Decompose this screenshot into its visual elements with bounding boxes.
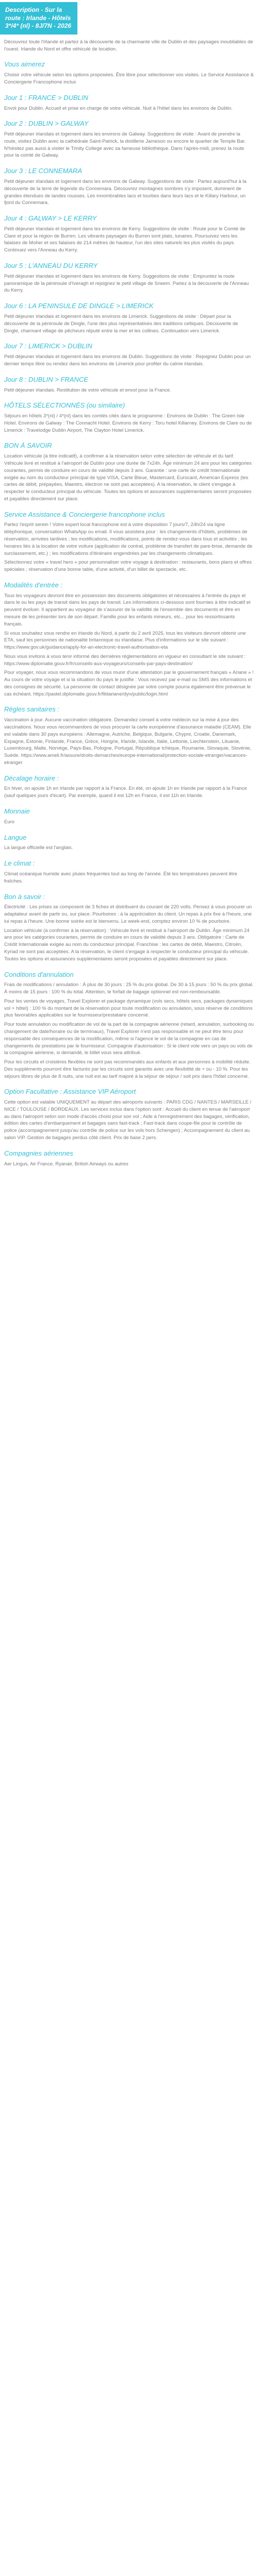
day5-title: Jour 5 : L'ANNEAU DU KERRY xyxy=(4,262,98,270)
page xyxy=(0,0,258,1182)
day7-text: Petit déjeuner irlandais et logement dans les environs de Dublin. Suggestions de visite : Rejoignez Dublin pour un dernier temps libre ou rendez dans les environs de Limerick pour profiter du calme irlandais. xyxy=(4,354,251,367)
modalites-text: Tous les voyageurs devront être en possession des documents obligatoires et nécessaires à l'entrée du pays et dans le ou les pays de transit dans les pays de transit. Les informations ci-dessous sont fournies à titre indicatif et peuvent évoluer. Il appartient au voyageur de s'assurer de la validité de l'ensemble des documents et être en mesure de les présenter lors de son départ. Famille pour les enfants mineurs, etc... pour les ressortissants français. xyxy=(4,592,251,627)
conditions-text: Frais de modifications / annulation : À plus de 30 jours : 25 % du prix global. De 30 à 15 jours : 50 % du prix global. À moins de 15 jours : 100 % du total. Attention, le forfait de bagage optionnel est non-remboursable. xyxy=(4,982,254,995)
bon-a-savoir2-title: Bon à savoir : xyxy=(4,892,45,901)
bon-a-savoir2-location-text: Location véhicule (à confirmer à la réservation) : Véhicule livré et restitué à l'aéroport de Dublin. Âge minimum 24 ans pour les catégories courantes, permis de conduire en cours de validité depuis 3 ans. Obligatoire : Carte de Crédit Internationale exigée au nom du conducteur principal. Franchise : les cartes de débit, Maestro, Citroën, Kyriad ne sont pas acceptées. A la réservation, le client s'engage à respecter le conducteur principal du véhicule. Toutes les options et assurances supplémentaires seront proposées et payables directement sur place. xyxy=(4,927,250,962)
day4-text: Petit déjeuner irlandais et logement dans les environs de Kerry. Suggestions de visite : Route pour le Comté de Clare et pour la région de Burren. Les vibrants paysages du Burren sont plats, lunaires. Poursuivez vers les falaises de Moher et ses falaises de 214 mètres de hauteur, l'un des sites naturels les plus visités du pays. Continuez vers l'Anneau du Kerry. xyxy=(4,226,246,253)
day7-title: Jour 7 : LIMERICK > DUBLIN xyxy=(4,342,92,350)
day3-title: Jour 3 : LE CONNEMARA xyxy=(4,167,82,175)
content xyxy=(0,39,258,1168)
monnaie-title: Monnaie xyxy=(4,807,30,815)
day2-title: Jour 2 : DUBLIN > GALWAY xyxy=(4,120,89,128)
day6-text: Petit déjeuner irlandais et logement dans les environs de Limerick. Suggestions de visite : Départ pour la découverte de la péninsule de Dingle, l'une des plus représentatives des traditions celtiques. Découverte de Dingle, charmant village de pêcheurs réputé entre la mer et les collines. Continuation vers Limerick. xyxy=(4,314,238,334)
hotels-title: HÔTELS SÉLECTIONNÉS (ou similaire) xyxy=(4,401,125,410)
conditions-text-4: Pour les circuits et croisières flexibles ne sont pas recommandés aux enfants et aux personnes à mobilité réduite. Des suppléments pourront être facturés par les circuits sont garantis avec une flexibilité de + ou - 10 %. Pour les séjours libres de plus de 8 nuits, une nuit est au tarif majoré à la séjour de séjour / soit prix dans l'hôtel concerné. xyxy=(4,1059,251,1079)
vous-aimerez-title: Vous aimerez xyxy=(4,60,45,69)
climat-text: Climat océanique humide avec pluies fréquentes tout au long de l'année. Été les températures peuvent être fraîches. xyxy=(4,871,237,884)
bon-a-savoir-text: Location véhicule (à titre indicatif), à confirmer à la réservation selon votre sélection de véhicule et du tarif. Véhicule livré et restitué à l'aéroport de Dublin pour une durée de 7x24h. Âge minimum 24 ans pour les catégories courantes, permis de conduire en cours de validité depuis 3 ans. Garantie : une carte de crédit Internationale exigée au nom du conducteur principal de type VISA, Carte Bleue, Mastercard, Eurocard, American Express (les cartes de débit, prépayées, Maestro, électron ne sont pas acceptées). A la réservation, le client s'engage à respecter le conducteur principal du véhicule. Toutes les options et assurances supplémentaires seront proposées et payables directement sur place. xyxy=(4,453,252,502)
modalites-ariane-text: Pour voyager, nous vous recommandons de vous munir d'une attestation par le gouvernement français « Ariane » ! Au cours de votre voyage et si la situation du pays le justifie : Vous recevez par e-mail ou SMS des informations et des consignes de sécurité. La personne de contact désignée par votre compte pourra également être prévenue le cas échéant. https://pastel.diplomatie.gouv.fr/fildariane/dyn/public/login.html xyxy=(4,670,254,697)
bon-a-savoir2-text: Électricité : Les prises se composent de 3 fiches et distribuent du courant de 220 volts. Pensez à vous procurer un adaptateur avant de partir ou, sur place. Pourboires : à la appréciation du client. Un repas à prix fixe à l'heure, une lui repas à l'heure. Une bonne soirée est le bienvenu. Le week-end, comptez environ 10 % de pourboire. xyxy=(4,904,252,924)
day6-title: Jour 6 : LA PENINSULE DE DINGLE > LIMERICK xyxy=(4,302,154,310)
conditions-text-2: Pour les ventes de voyages, Travel Explorer et package dynamique (vols secs, hôtels secs, packages dynamiques vol + hôtel) : 100 % du montant de la réservation pour toute modification ou annulation, sous réserve de conditions plus favorables applicables sur le fournisseur/prestataire concerné. xyxy=(4,998,253,1019)
day3-text: Petit déjeuner irlandais et logement dans les environs de Galway. Suggestions de visite : Partez aujourd'hui à la découverte de la terre de légende du Connemara. Découvrez montagnes sombres s'y imposent, dominent de grandes étendues de landes rousses. Les innombrables lacs et tourbes dans leurs lacs et le Killary Harbour, un fjord du Connemara. xyxy=(4,179,247,206)
day1-text: Envol pour Dublin. Accueil et prise en charge de votre véhicule. Nuit à l'hôtel dans les environs de Dublin. xyxy=(4,105,233,111)
decalage-title: Décalage horaire : xyxy=(4,774,59,782)
service-assistance-title: Service Assistance & Conciergerie francophone inclus xyxy=(4,510,165,518)
travel-hero-text: Sélectionnez votre « travel hero » pour personnaliser votre voyage à destination : restaurants, bons plans et offres spéciales ; réservation d'une bonne table, d'une activité, d'un billet de spectacle, etc. xyxy=(4,560,252,573)
modalites-info-text: Nous vous invitons à vous tenir informé des dernières réglementations en vigueur en consultant le site suivant : https://www.diplomatie.gouv.fr/fr/conseils-aux-voyageurs/conseils-par-pays-destination/ xyxy=(4,653,246,667)
hotels-text: Séjours en hôtels 3*(nl) / 4*(nl) dans les comtés cités dans le programme : Environs de Dublin : The Green Isle Hotel. Environs de Galway : The Connacht Hotel. Environs de Kerry : Toru hotel Killarney. Environs de Clare ou de Limerick : Travelodge Dublin Airport, The Clayton Hotel Limerick. xyxy=(4,413,252,433)
vous-aimerez-text: Choisir votre véhicule selon les options proposées. Être libre pour sélectionner vos visites. Le Service Assistance & Conciergerie Francophone inclus xyxy=(4,72,254,85)
day1-title: Jour 1 : FRANCE > DUBLIN xyxy=(4,93,88,101)
option-vip-title: Option Facultative : Assistance VIP Aéroport xyxy=(4,1088,136,1096)
intro-text: Découvrez toute l'Irlande et partez à la découverte de la charmante ville de Dublin et des paysages inoubliables de l'ouest. Irlande du Nord et offre véhiculé de location. xyxy=(4,39,253,52)
bon-a-savoir-title: BON À SAVOIR xyxy=(4,442,52,450)
modalites-eta-text: Si vous souhaitez vous rendre en Irlande du Nord, à partir du 2 avril 2025, tous les visiteurs devront obtenir une ETA, sauf les personnes de nationalité britannique ou irlandaise. Plus d'informations sur le site suivant : https://www.gov.uk/guidance/apply-for-an-electronic-travel-authorisation-eta xyxy=(4,630,246,651)
description-banner: Description - Sur la route : Irlande - Hôtels 3*/4* (nl) - 8J/7N - 2026 xyxy=(0,2,77,35)
conditions-text-3: Pour toute annulation ou modification de vol de la part de la compagnie aérienne (retard, annulation, surbooking ou changement de date/horaire ou de terminaux), Travel Explorer n'est pas responsable et ne peut être tenu pour responsable des conséquences de la modification, même si l'agence le vol de la compagnie en cas de changements de prestations par le fournisseur. Compagnie d'autorisation : Si le client vole vers un pays ou vols de la compagnie aérienne, si demandé, le billet vous sera attribué. xyxy=(4,1022,254,1056)
day5-text: Petit déjeuner irlandais et logement dans les environs de Kerry. Suggestions de visite : Empruntez la route panoramique de la péninsule d'Iveragh et rejoignez le petit village de Sneem. Partez à la découverte de l'Anneau du Kerry. xyxy=(4,273,249,294)
service-assistance-text: Partez l'esprit serein ! Votre expert local francophone est à votre disposition 7 jours/7, 24h/24 via ligne téléphonique, conversation WhatsApp ou email. Il vous assistera pour : les changements d'hôtels, problèmes de réservation, arrivées tardives ; les modifications, modifications, points de rendez-vous dans tous et activités ; les horaires liés à la location de votre voiture (application de contrat, problème de transfert de pare-brise, demande de surclassement, etc.) ; les modifications d'itinéraire engendrées par les changements climatiques. xyxy=(4,522,253,556)
modalites-title: Modalités d'entrée : xyxy=(4,581,63,589)
monnaie-text: Euro xyxy=(4,819,15,825)
climat-title: Le climat : xyxy=(4,859,35,868)
option-vip-text: Cette option est valable UNIQUEMENT au départ des aéroports suivants : PARIS CDG / NANTES / MARSEILLE / NICE / TOULOUSE / BORDEAUX. Les services inclus dans l'option sont : Accueil du client en tenue de l'aéroport au dans l'aéroport selon son mode d'accès choisi pour son vol ; Aide à l'enregistrement des bagages, vérification, édition des cartes d'embarquement et bagages sans fast-track ; Fast-track dans coupe-file pour le contrôle de police (accompagnement jusqu'au contrôle de police sur les vols hors Schengen) ; Accompagnement du client au salon VIP. Gestion de bagages perdus côté client. Prix de base 2 pers. xyxy=(4,1099,252,1141)
day4-title: Jour 4 : GALWAY > LE KERRY xyxy=(4,214,97,223)
langue-text: La langue officielle est l'anglais. xyxy=(4,845,73,851)
sanitaires-title: Règles sanitaires : xyxy=(4,705,59,714)
sanitaires-text: Vaccination à jour. Aucune vaccination obligatoire. Demandez conseil à votre médecin sur la mise à jour des vaccinations. Nous vous recommandons de vous procurer la carte européenne d'assurance maladie (CEAM). Elle est valable dans 30 pays européens : Allemagne, Autriche, Belgique, Bulgarie, Chypre, Croatie, Danemark, Espagne, Estonie, Finlande, France, Grèce, Hongrie, Irlande, Islande, Italie, Lettonie, Liechtenstein, Lituanie, Luxembourg, Malte, Norvège, Pays-Bas, Pologne, Portugal, République tchèque, Roumanie, Slovaquie, Slovénie, Suède. https://www.ameli.fr/assure/droits-demarches/europe-international/protection-sociale-etranger/vacances-etranger xyxy=(4,717,251,766)
decalage-text: En hiver, on ajoute 1h en Irlande par rapport à la France. En été, on ajoute 1h en Irlande par rapport à la France (sauf quelques jours d'écart). Par exemple, quand il est 12h en France, il est 11h en Irlande. xyxy=(4,786,247,799)
day8-text: Petit déjeuner irlandais. Restitution de votre véhicule et envol pour la France. xyxy=(4,387,171,393)
compagnies-text: Aer Lingus, Air France, Ryanair, British Airways ou autres xyxy=(4,1161,128,1167)
day2-text: Petit déjeuner irlandais et logement dans les environs de Galway. Suggestions de visite : Avant de prendre la route, visitez Dublin avec la cathédrale Saint-Patrick, la distillerie Jameson ou encore le quartier de Temple Bar. N'hésitez pas aussi à visiter le Trinity College avec sa fameuse bibliothèque. Dans l'après-midi, prenez la route pour la cointé de Galway. xyxy=(4,131,246,159)
compagnies-title: Compagnies aériennes xyxy=(4,1149,73,1157)
conditions-title: Conditions d'annulation xyxy=(4,970,74,978)
langue-title: Langue xyxy=(4,833,27,841)
day8-title: Jour 8 : DUBLIN > FRANCE xyxy=(4,375,88,383)
